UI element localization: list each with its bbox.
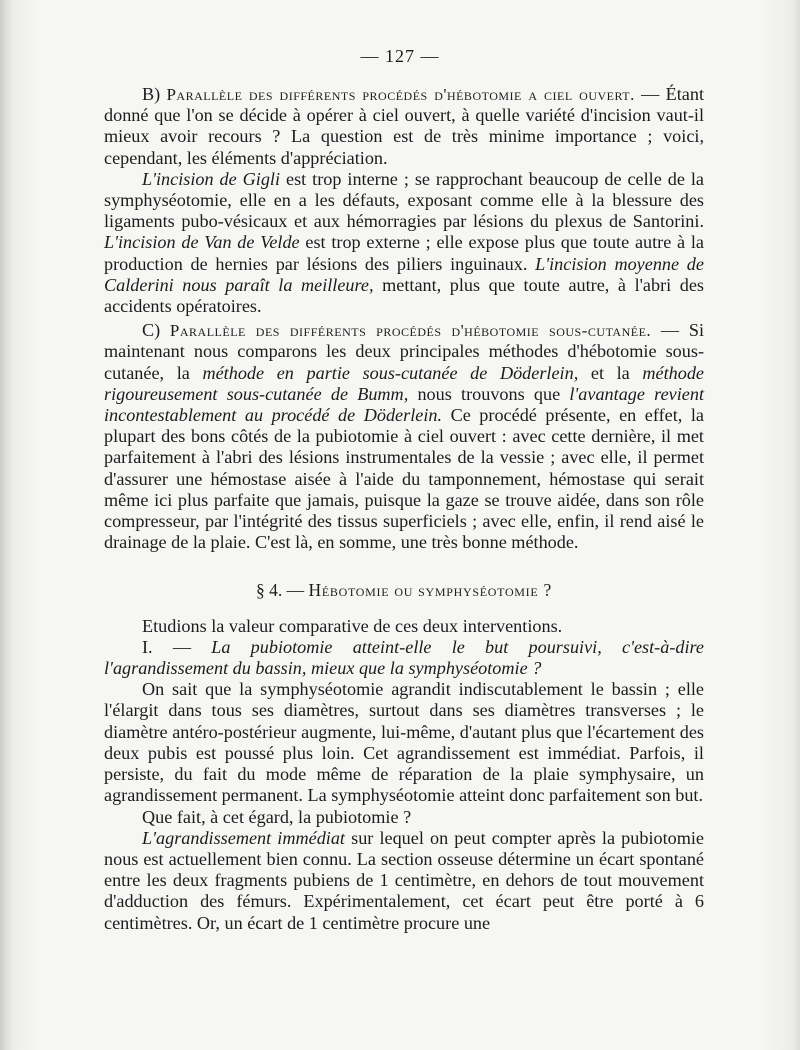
pubiotomy-question: Que fait, à cet égard, la pubiotomie ?: [142, 806, 412, 827]
incision-paragraph: [104, 169, 704, 317]
advantage-italic: l'avantage revient incontestablement au procédé de Döderlein.: [104, 383, 704, 426]
incision-text-3: mettant, plus que toute autre, à l'abri des accidents opératoires.: [104, 274, 704, 317]
immediate-enlargement-text: sur lequel on peut compter après la pubiotomie nous est actuellement bien connu. La section osseuse détermine un écart spontané entre les deux fragments pubiens de 1 centimètre, en dehors de tout mouvement d'adduction des fémurs. Expérimentalement, cet écart peut être porté à 6 centimètres. Or, un écart de 1 centimètre procure une: [104, 827, 705, 933]
bumm-method-italic: méthode rigoureusement sous-cutanée de Bumm,: [104, 362, 705, 404]
section-c-text-2: et la: [578, 362, 643, 383]
incision-text-1: est trop interne ; se rapprochant beaucoup de celle de la symphyséotomie, elle en a les défauts, exposant comme elle à la blessure des ligaments pubo-vésicaux et aux hémorragies par lésions du plexus de Santorini.: [104, 168, 704, 232]
section-4-title-text: Hébotomie ou symphyséotomie ?: [308, 580, 552, 601]
section-c-text-4: Ce procédé présente, en effet, la plupart des bons côtés de la pubiotomie à ciel ouvert : avec cette dernière, il met parfaitement à l'abri des lésions instrumentales de la vessie ; avec elle, il permet d'assurer une hémostase aisée à l'aide du tamponnement, hémostase qui serait même ici plus parfaite que jamais, puisque la gaze se trouve aidée, dans son rôle compresseur, par l'intégrité des tissus superficiels ; avec elle, enfin, il rend aisé le drainage de la plaie. C'est là, en somme, une très bonne méthode.: [104, 405, 704, 553]
section-c-text-1: Si maintenant nous comparons les deux principales méthodes d'hébotomie sous-cutanée, la: [104, 320, 705, 383]
section-c-heading: Parallèle des différents procédés d'hébotomie sous-cutanée.: [169, 321, 652, 341]
symphyseotomy-paragraph: On sait que la symphyséotomie agrandit indiscutablement le bassin ; elle l'élargit dans tous ses diamètres, surtout dans ses diamètres transverses ; le diamètre antéro-postérieur augmente, lui-même, d'autant plus que l'écartement des deux pubis est poussé plus loin. Cet agrandissement est immédiat. Parfois, il persiste, du fait du mode même de réparation de la plaie symphysaire, un agrandissement permanent. La symphyséotomie atteint donc parfaitement son but.: [104, 679, 704, 806]
calderini-incision-italic: L'incision moyenne de Calderini nous paraît la meilleure,: [104, 253, 704, 295]
section-4-title: [104, 580, 704, 601]
question-1-italic-2: c'est-à-dire l'agrandissement du bassin, mieux que la symphyséotomie ?: [104, 636, 704, 679]
gigli-incision-italic: L'incision de Gigli: [142, 168, 281, 189]
immediate-enlargement-italic: L'agrandissement immédiat: [142, 827, 345, 848]
section-c-text-3: nous trouvons que: [408, 383, 570, 404]
immediate-enlargement-paragraph: [104, 828, 704, 934]
question-1-paragraph: [104, 637, 704, 679]
body-text: [104, 84, 704, 934]
question-1-label: I. —: [142, 636, 192, 657]
intro-paragraph: Etudions la valeur comparative de ces deux interventions.: [142, 615, 563, 636]
section-b-paragraph: [104, 84, 704, 169]
section-b-label: B): [142, 84, 161, 104]
doderlein-method-italic: méthode en partie sous-cutanée de Döderlein,: [202, 362, 579, 383]
section-4-number: § 4. —: [256, 580, 305, 601]
section-c-dash: —: [651, 320, 680, 341]
section-b-dash: —: [634, 84, 660, 104]
van-de-velde-incision-italic: L'incision de Van de Velde: [104, 232, 300, 253]
section-b-heading: Parallèle des différents procédés d'hébotomie a ciel ouvert.: [166, 85, 635, 104]
question-1-italic-1: La pubiotomie atteint-elle le but poursuivi,: [211, 636, 602, 657]
section-b-text: Étant donné que l'on se décide à opérer à ciel ouvert, à quelle variété d'incision vaut-il mieux avoir recours ? La question est de très minime importance ; voici, cependant, les éléments d'appréciation.: [104, 84, 704, 168]
section-c-label: C): [142, 320, 161, 341]
incision-text-2: est trop externe ; elle expose plus que toute autre à la production de hernies par lésions des piliers inguinaux.: [104, 232, 704, 274]
page-number: — 127 —: [360, 46, 440, 66]
section-c-paragraph: [104, 320, 704, 553]
